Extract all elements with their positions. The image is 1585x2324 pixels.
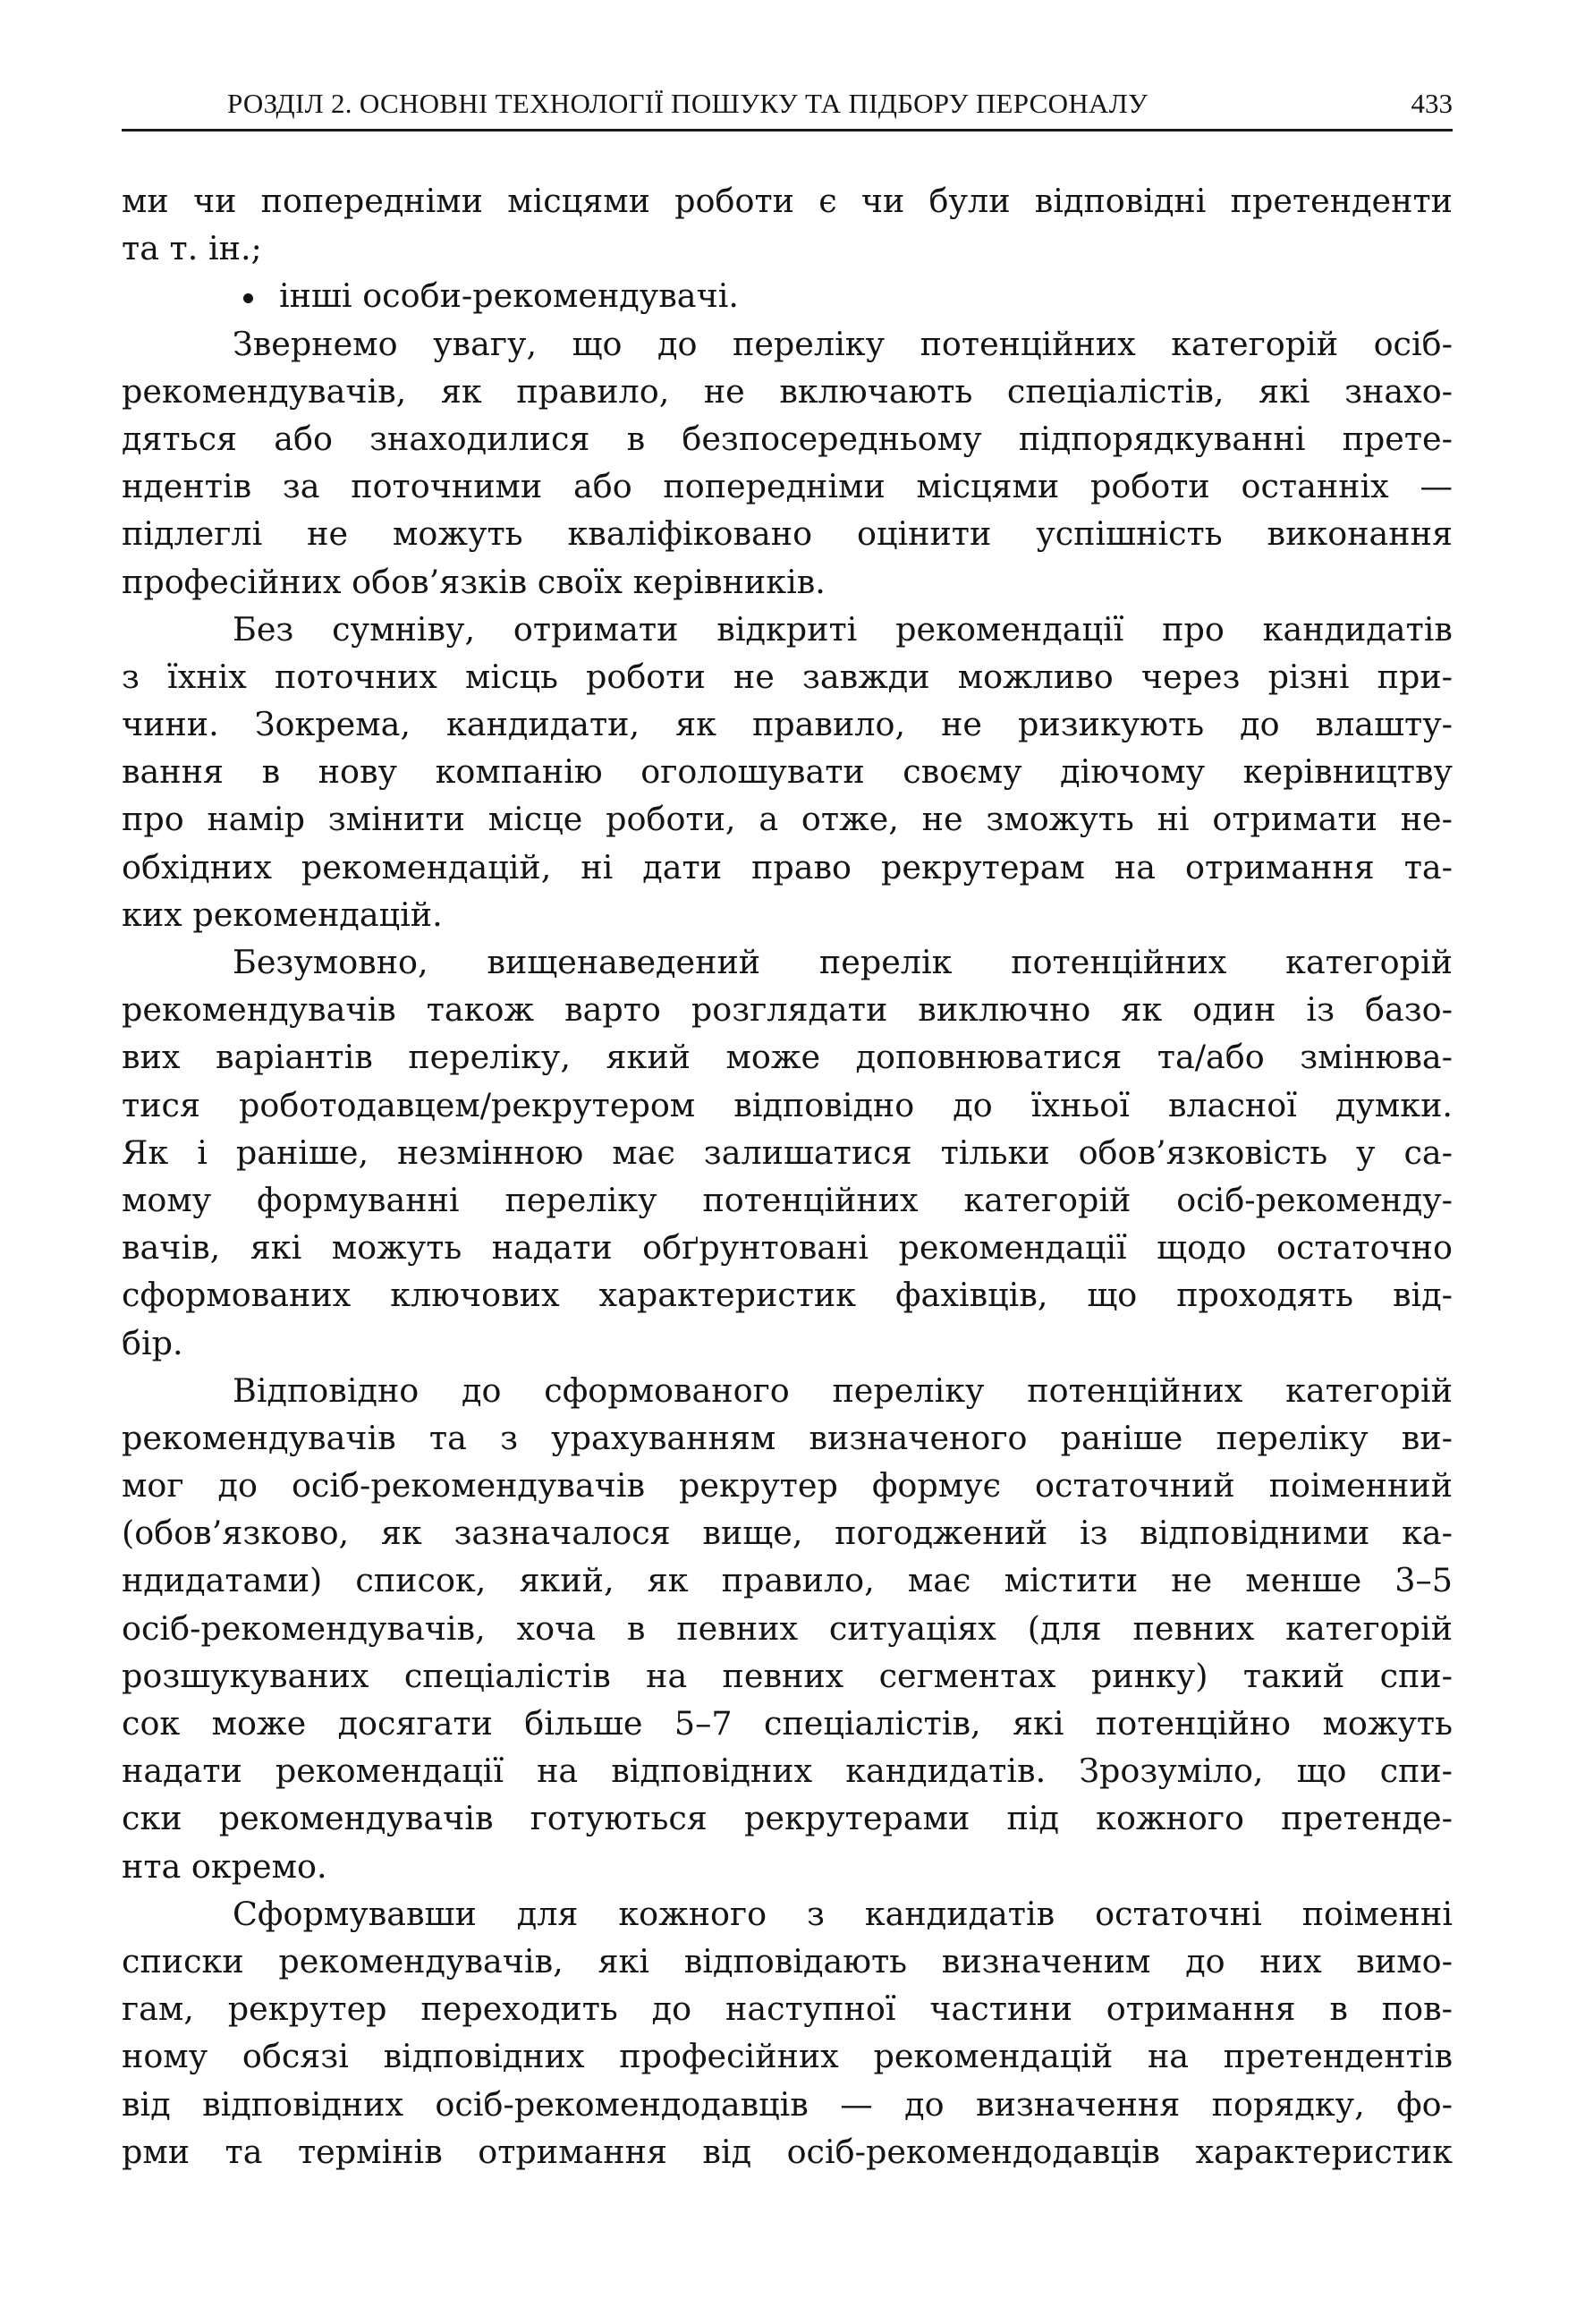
text-line: рми та термінів отримання від осіб-рекомендодавців характеристик xyxy=(122,2132,1453,2171)
chapter-title: РОЗДІЛ 2. ОСНОВНІ ТЕХНОЛОГІЇ ПОШУКУ ТА ПІДБОРУ ПЕРСОНАЛУ xyxy=(227,88,1148,119)
text-line: сок може досягати більше 5–7 спеціалістів, які потенційно можуть xyxy=(122,1704,1453,1743)
text-line: розшукуваних спеціалістів на певних сегментах ринку) такий спи- xyxy=(122,1656,1453,1695)
text-line: вих варіантів переліку, який може доповнюватися та/або змінюва- xyxy=(122,1038,1453,1077)
bullet-item xyxy=(122,272,1453,319)
text-line: сформованих ключових характеристик фахівців, що проходять від- xyxy=(122,1276,1453,1315)
text-line: ких рекомендацій. xyxy=(122,895,443,934)
text-line: вання в нову компанію оголошувати своєму діючому керівництву xyxy=(122,752,1453,792)
text-line: Безумовно, вищенаведений перелік потенційних категорій xyxy=(233,943,1453,981)
text-line: гам, рекрутер переходить до наступної частини отримання в пов- xyxy=(122,1989,1453,2029)
text-line: нта окремо. xyxy=(122,1846,327,1886)
page-number: 433 xyxy=(1411,88,1453,119)
text-line: з їхніх поточних місць роботи не завжди можливо через різні при- xyxy=(122,657,1453,696)
text-line: мому формуванні переліку потенційних категорій осіб-рекоменду- xyxy=(122,1180,1453,1219)
text-line: ми чи попередніми місцями роботи є чи були відповідні претенденти xyxy=(122,182,1453,220)
text-line: ндидатами) список, який, як правило, має містити не менше 3–5 xyxy=(122,1561,1453,1600)
text-line: вачів, які можуть надати обґрунтовані рекомендації щодо остаточно xyxy=(122,1228,1453,1268)
body-text xyxy=(122,177,1453,2176)
text-line: (обов’язково, як зазначалося вище, погоджений із відповідними ка- xyxy=(122,1514,1453,1553)
text-line: Звернемо увагу, що до переліку потенційних категорій осіб- xyxy=(233,324,1453,363)
text-line: підлеглі не можуть кваліфіковано оцінити успішність виконання xyxy=(122,514,1453,554)
text-line: рекомендувачів також варто розглядати виключно як один із базо- xyxy=(122,990,1453,1030)
text-line: надати рекомендації на відповідних кандидатів. Зрозуміло, що спи- xyxy=(122,1751,1453,1791)
text-line: ски рекомендувачів готуються рекрутерами під кожного претенде- xyxy=(122,1799,1453,1838)
text-line: Відповідно до сформованого переліку потенційних категорій xyxy=(233,1370,1453,1410)
text-line: списки рекомендувачів, які відповідають визначеним до них вимо- xyxy=(122,1941,1453,1980)
text-line: та т. ін.; xyxy=(122,229,262,268)
text-line: обхідних рекомендацій, ні дати право рекрутерам на отримання та- xyxy=(122,847,1453,886)
running-header xyxy=(122,82,1453,131)
text-line: ному обсязі відповідних професійних рекомендацій на претендентів xyxy=(122,2037,1453,2076)
text-line: інші особи-рекомендувачі. xyxy=(279,276,739,316)
text-line: Як і раніше, незмінною має залишатися тільки обов’язковість у са- xyxy=(122,1132,1453,1172)
text-line: про намір змінити місце роботи, а отже, не зможуть ні отримати не- xyxy=(122,800,1453,839)
text-line: Без сумніву, отримати відкриті рекомендації про кандидатів xyxy=(233,609,1453,649)
text-line: професійних обов’язків своїх керівників. xyxy=(122,562,826,601)
text-line: осіб-рекомендувачів, хоча в певних ситуаціях (для певних категорій xyxy=(122,1608,1453,1648)
text-line: дяться або знаходилися в безпосередньому підпорядкуванні прете- xyxy=(122,419,1453,458)
text-line: тися роботодавцем/рекрутером відповідно до їхньої власної думки. xyxy=(122,1085,1453,1124)
text-line: бір. xyxy=(122,1323,183,1362)
text-line: рекомендувачів та з урахуванням визначеного раніше переліку ви- xyxy=(122,1418,1453,1457)
text-line: від відповідних осіб-рекомендодавців — до визначення порядку, фо- xyxy=(122,2084,1453,2124)
text-line: ндентів за поточними або попередніми місцями роботи останніх — xyxy=(122,467,1453,506)
text-line: рекомендувачів, як правило, не включають спеціалістів, які знахо- xyxy=(122,371,1453,411)
text-line: чини. Зокрема, кандидати, як правило, не ризикують до влашту- xyxy=(122,705,1453,744)
text-line: Сформувавши для кожного з кандидатів остаточні поіменні xyxy=(233,1894,1453,1933)
text-line: мог до осіб-рекомендувачів рекрутер формує остаточний поіменний xyxy=(122,1466,1453,1506)
